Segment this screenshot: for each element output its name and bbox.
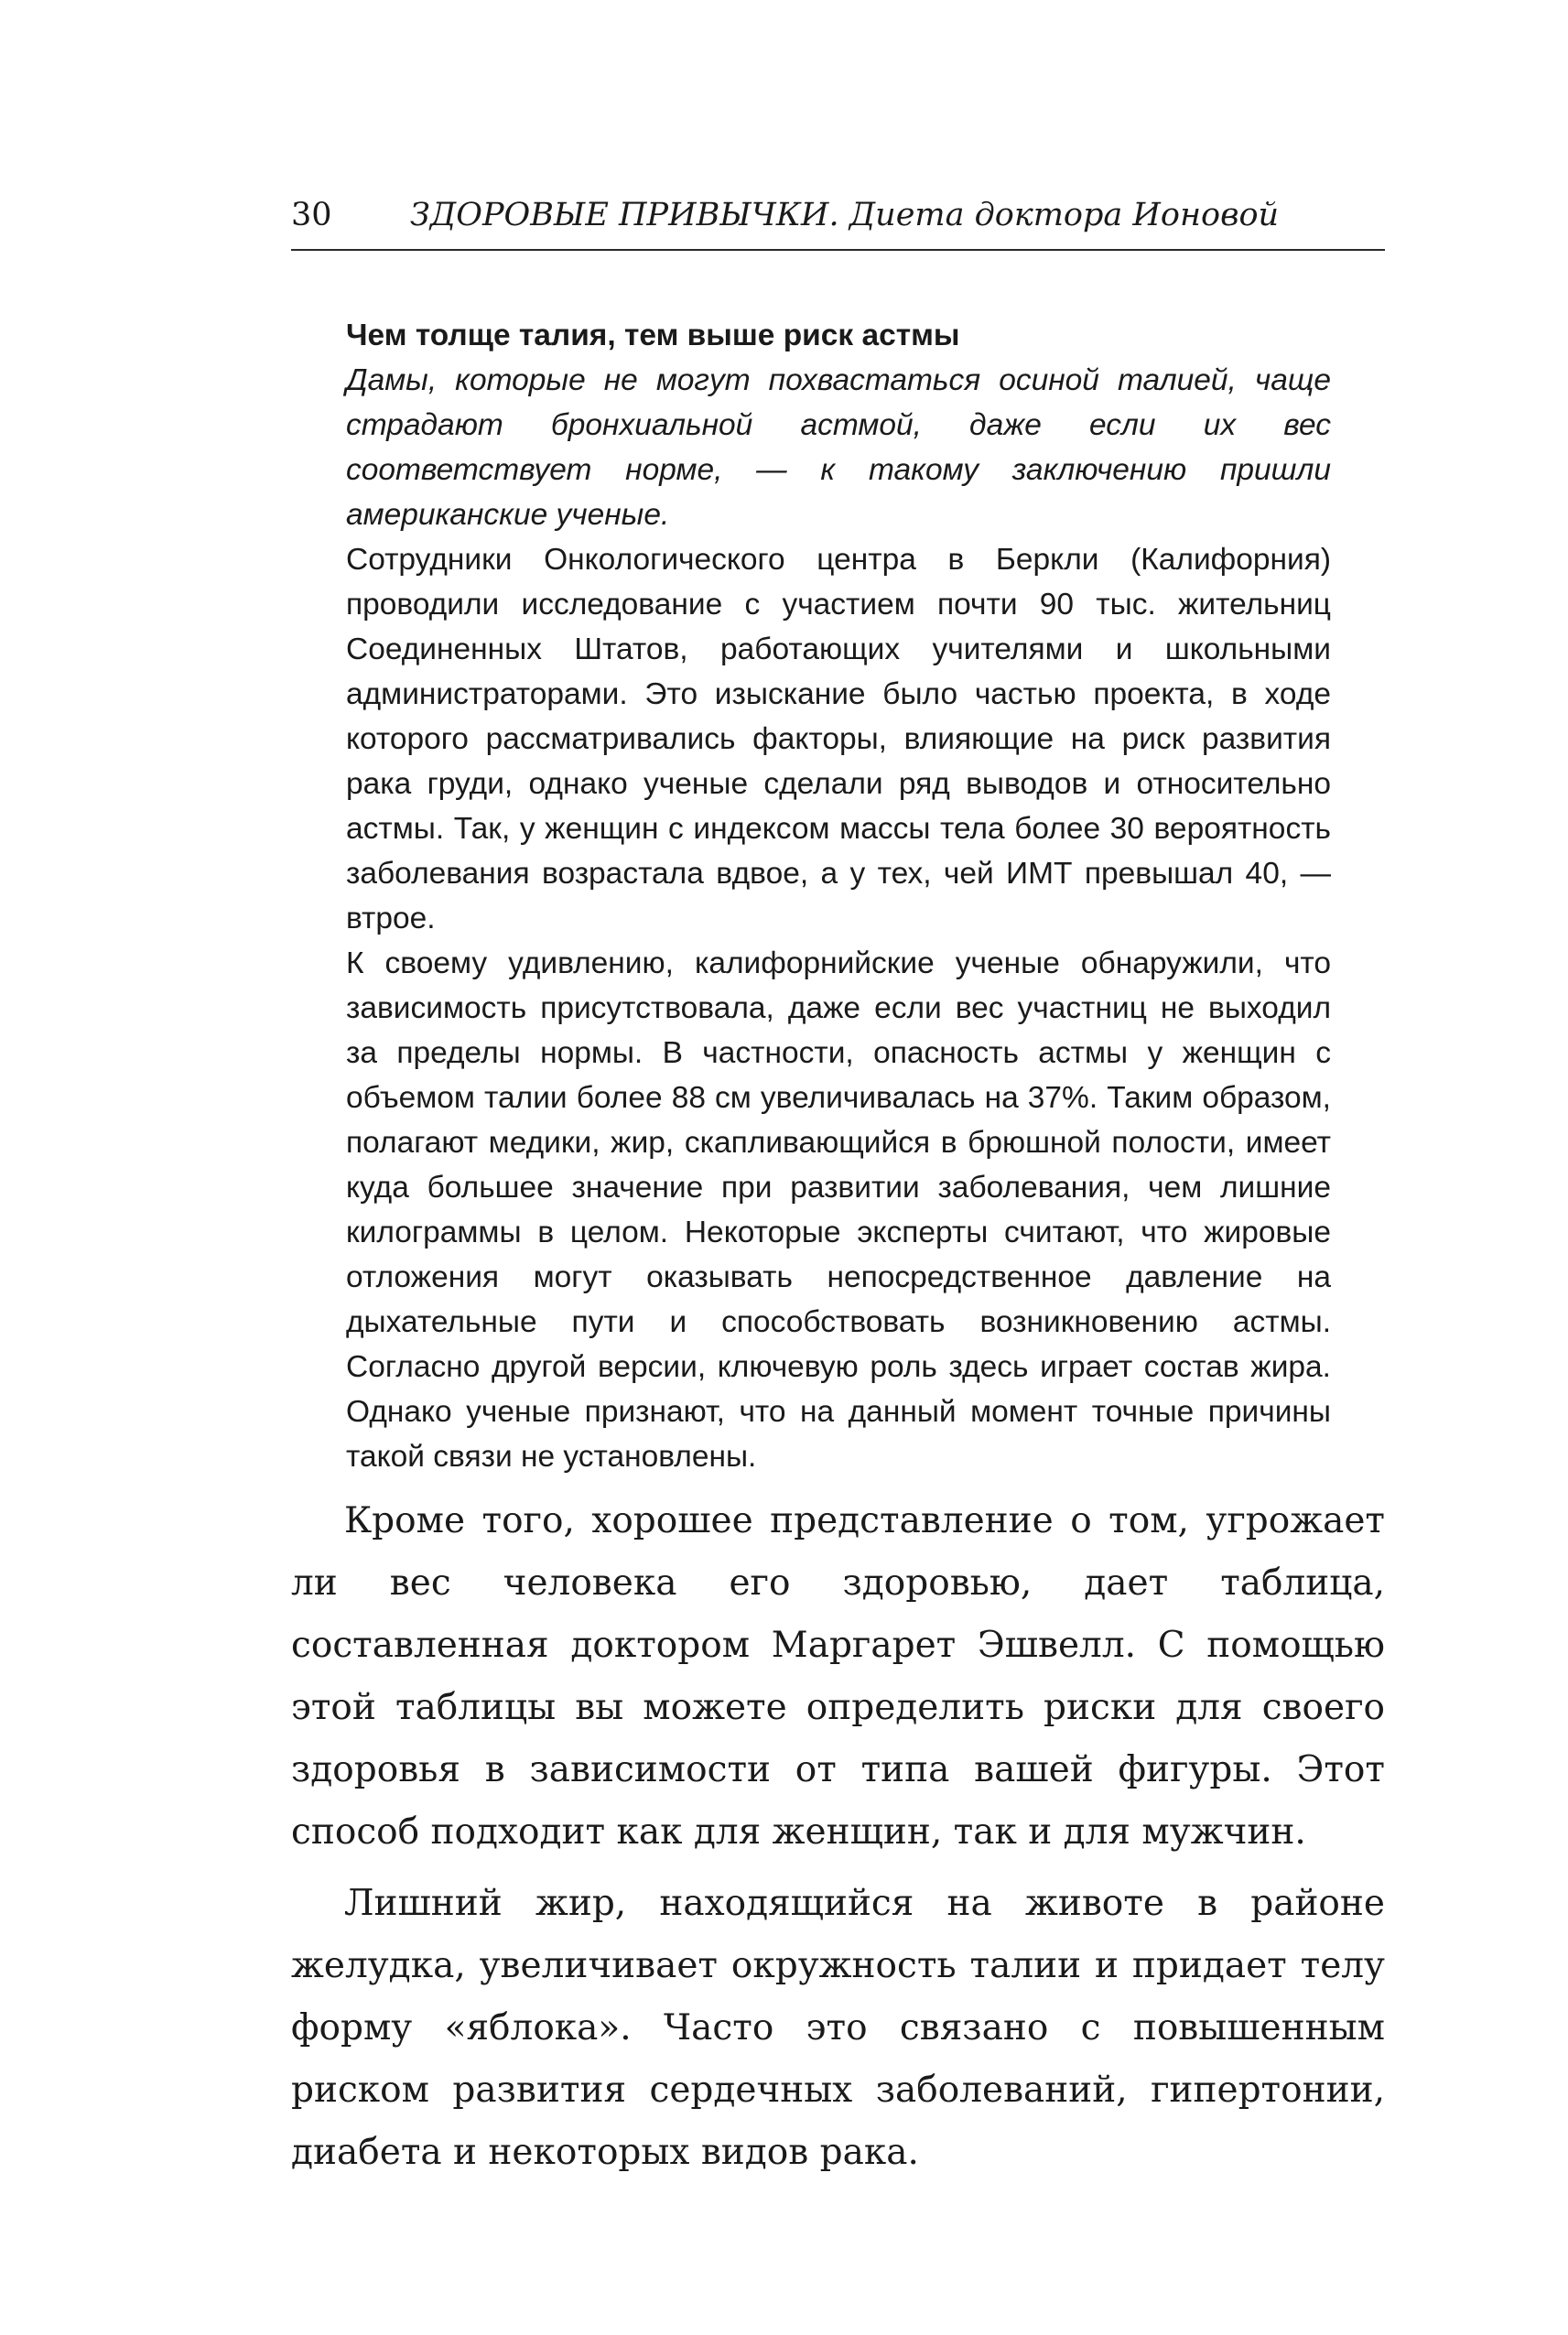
body-paragraph: Кроме того, хорошее представление о том, угрожает ли вес человека его здоровью, дает таблица, составленная доктором Маргарет Эшвелл. С помощью этой таблицы вы можете определить риски для своего здоровья в зависимости от типа вашей фигуры. Этот способ подходит как для женщин, так и для мужчин.: [291, 1500, 1385, 1853]
running-head: [291, 192, 1385, 251]
sidebar-box: [346, 313, 1331, 1479]
main-text: [291, 1490, 1385, 2193]
sidebar-title: Чем толще талия, тем выше риск астмы: [346, 319, 960, 352]
page-number: 30: [291, 197, 332, 233]
sidebar-paragraph: Сотрудники Онкологического центра в Беркли (Калифорния) проводили исследование с участием почти 90 тыс. жительниц Соединенных Штатов, работающих учителями и школьными администраторами. Это изыскание было частью проекта, в ходе которого рассматривались факторы, влияющие на риск развития рака груди, однако ученые сделали ряд выводов и относительно астмы. Так, у женщин с индексом массы тела более 30 вероятность заболевания возрастала вдвое, а у тех, чей ИМТ превышал 40, — втрое.: [346, 543, 1331, 935]
sidebar-paragraph: К своему удивлению, калифорнийские ученые обнаружили, что зависимость присутствовала, даже если вес участниц не выходил за пределы нормы. В частности, опасность астмы у женщин с объемом талии более 88 см увеличивалась на 37%. Таким образом, полагают медики, жир, скапливающийся в брюшной полости, имеет куда большее значение при развитии заболевания, чем лишние килограммы в целом. Некоторые эксперты считают, что жировые отложения могут оказывать непосредственное давление на дыхательные пути и способствовать возникновению астмы. Согласно другой версии, ключевую роль здесь играет состав жира. Однако ученые признают, что на данный момент точные причины такой связи не установлены.: [346, 946, 1331, 1474]
book-title: ЗДОРОВЫЕ ПРИВЫЧКИ. Диета доктора Ионовой: [410, 197, 1280, 233]
sidebar-lead: Дамы, которые не могут похвастаться осиной талией, чаще страдают бронхиальной астмой, даже если их вес соответствует норме, — к такому заключению пришли американские ученые.: [346, 363, 1331, 532]
body-paragraph: Лишний жир, находящийся на животе в районе желудка, увеличивает окружность талии и придает телу форму «яблока». Часто это связано с повышенным риском развития сердечных заболеваний, гипертонии, диабета и некоторых видов рака.: [291, 1883, 1385, 2173]
